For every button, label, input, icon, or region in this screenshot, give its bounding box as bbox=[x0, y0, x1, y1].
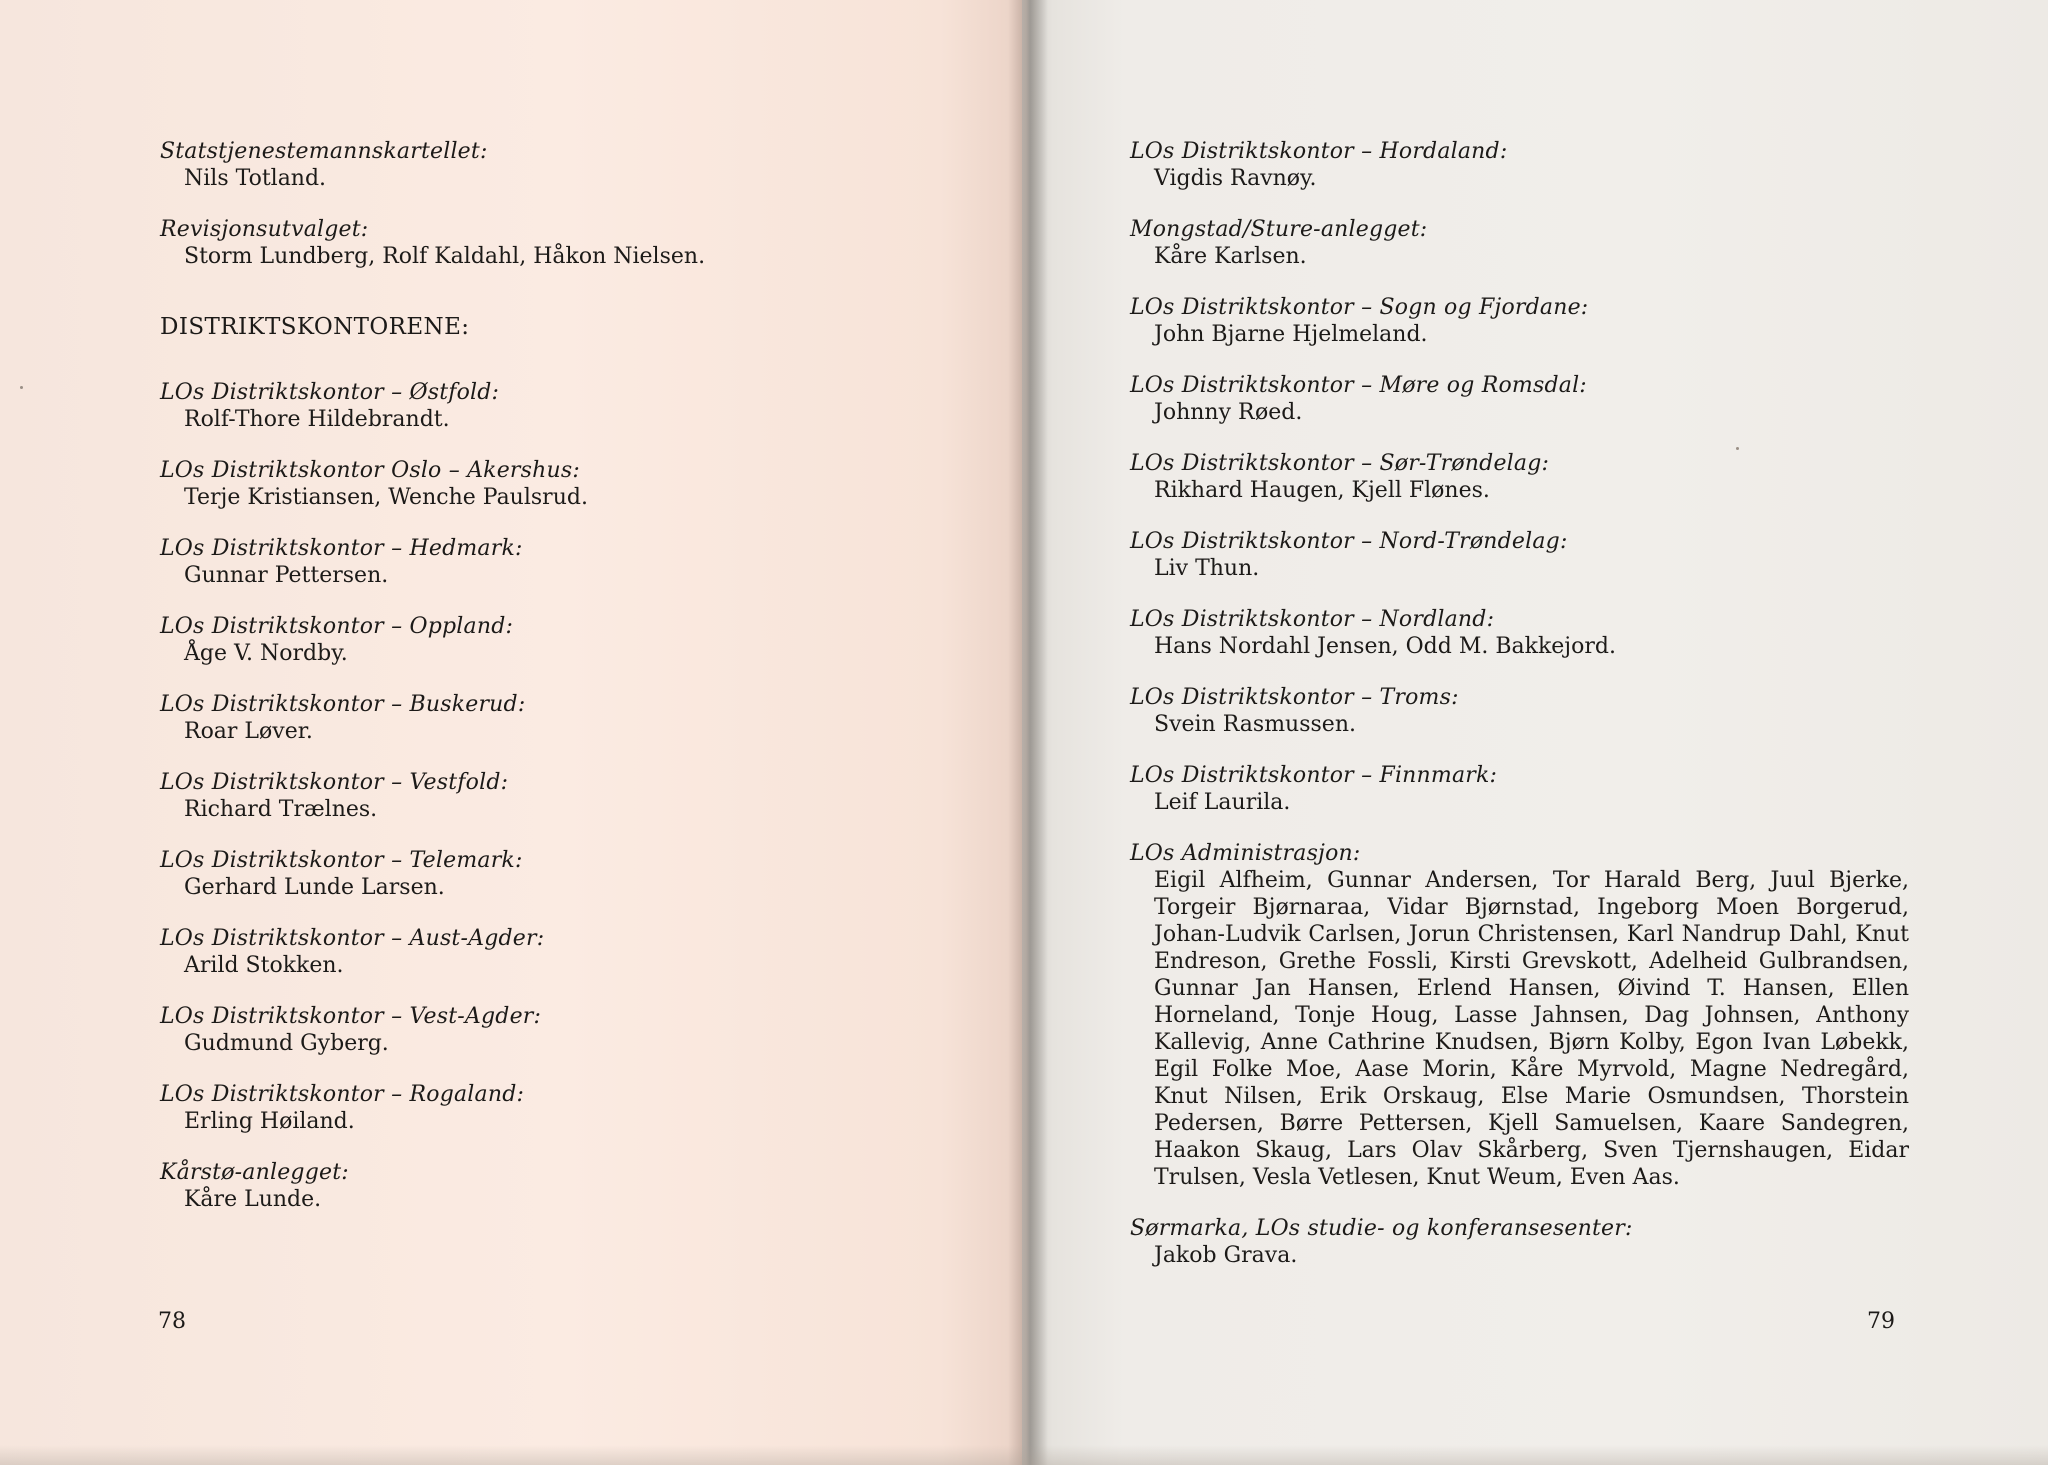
entry-label: LOs Distriktskontor – Sogn og Fjordane: bbox=[1130, 295, 1589, 320]
entry-names: Storm Lundberg, Rolf Kaldahl, Håkon Nielsen. bbox=[184, 244, 706, 269]
entry-label: LOs Distriktskontor – Buskerud: bbox=[160, 692, 526, 717]
entry-nord-trondelag bbox=[1130, 528, 1930, 582]
entry-label: LOs Distriktskontor – Oppland: bbox=[160, 614, 514, 639]
right-page bbox=[1022, 0, 2048, 1465]
entry-label: LOs Distriktskontor – Sør-Trøndelag: bbox=[1130, 451, 1550, 476]
entry-names: Gudmund Gyberg. bbox=[184, 1031, 389, 1056]
entry-more-og-romsdal bbox=[1130, 372, 1930, 426]
page-number: 78 bbox=[158, 1309, 186, 1334]
entry-label: LOs Distriktskontor – Vestfold: bbox=[160, 770, 509, 795]
entry-buskerud bbox=[160, 691, 940, 745]
entry-names: Rolf-Thore Hildebrandt. bbox=[184, 407, 450, 432]
entry-names: Gerhard Lunde Larsen. bbox=[184, 875, 445, 900]
entry-statstjenestemannskartellet bbox=[160, 138, 940, 192]
entry-label: LOs Distriktskontor – Hordaland: bbox=[1130, 139, 1508, 164]
entry-sogn-og-fjordane bbox=[1130, 294, 1930, 348]
entry-label: Revisjonsutvalget: bbox=[160, 217, 369, 242]
entry-label: LOs Administrasjon: bbox=[1130, 841, 1361, 866]
entry-vestfold bbox=[160, 769, 940, 823]
paper-speck bbox=[1736, 447, 1739, 450]
entry-names: Vigdis Ravnøy. bbox=[1154, 166, 1317, 191]
entry-aust-agder bbox=[160, 925, 940, 979]
entry-sor-trondelag bbox=[1130, 450, 1930, 504]
entry-names: Åge V. Nordby. bbox=[184, 641, 348, 666]
entry-names: Liv Thun. bbox=[1154, 556, 1260, 581]
entry-hordaland bbox=[1130, 138, 1930, 192]
entry-names: Gunnar Pettersen. bbox=[184, 563, 389, 588]
entry-nordland bbox=[1130, 606, 1930, 660]
entry-karsto-anlegget bbox=[160, 1159, 940, 1213]
left-column bbox=[160, 138, 940, 1237]
right-column bbox=[1130, 138, 1930, 1293]
entry-label: LOs Distriktskontor – Østfold: bbox=[160, 380, 500, 405]
paper-speck bbox=[20, 386, 23, 389]
entry-label: LOs Distriktskontor – Troms: bbox=[1130, 685, 1459, 710]
entry-administrasjon bbox=[1130, 840, 1930, 1191]
entry-rogaland bbox=[160, 1081, 940, 1135]
entry-label: Statstjenestemannskartellet: bbox=[160, 139, 488, 164]
left-page bbox=[0, 0, 1022, 1465]
entry-names: Erling Høiland. bbox=[184, 1109, 355, 1134]
entry-label: LOs Distriktskontor – Aust-Agder: bbox=[160, 926, 545, 951]
entry-names: Svein Rasmussen. bbox=[1154, 712, 1356, 737]
entry-telemark bbox=[160, 847, 940, 901]
entry-label: LOs Distriktskontor – Finnmark: bbox=[1130, 763, 1498, 788]
entry-oslo-akershus bbox=[160, 457, 940, 511]
entry-names: Arild Stokken. bbox=[184, 953, 344, 978]
entry-label: LOs Distriktskontor – Nordland: bbox=[1130, 607, 1495, 632]
entry-revisjonsutvalget bbox=[160, 216, 940, 270]
entry-mongstad-sture bbox=[1130, 216, 1930, 270]
entry-label: LOs Distriktskontor – Hedmark: bbox=[160, 536, 523, 561]
entry-finnmark bbox=[1130, 762, 1930, 816]
entry-names: John Bjarne Hjelmeland. bbox=[1154, 322, 1428, 347]
entry-sormarka bbox=[1130, 1215, 1930, 1269]
entry-names: Jakob Grava. bbox=[1154, 1243, 1298, 1268]
entry-names: Richard Trælnes. bbox=[184, 797, 378, 822]
entry-names: Nils Totland. bbox=[184, 166, 327, 191]
entry-names-paragraph: Eigil Alfheim, Gunnar Andersen, Tor Harald Berg, Juul Bjerke, Torgeir Bjørnaraa, Vidar Bjørnstad, Ingeborg Moen Borgerud, Johan-Ludvik Carlsen, Jorun Christensen, Karl Nandrup Dahl, Knut Endreson, Grethe Fossli, Kirsti Grevskott, Adelheid Gulbrandsen, Gunnar Jan Hansen, Erlend Hansen, Øivind T. Hansen, Ellen Horneland, Tonje Houg, Lasse Jahnsen, Dag Johnsen, Anthony Kallevig, Anne Cathrine Knudsen, Bjørn Kolby, Egon Ivan Løbekk, Egil Folke Moe, Aase Morin, Kåre Myrvold, Magne Nedregård, Knut Nilsen, Erik Orskaug, Else Marie Osmundsen, Thorstein Pedersen, Børre Pettersen, Kjell Samuelsen, Kaare Sandegren, Haakon Skaug, Lars Olav Skårberg, Sven Tjernshaugen, Eidar Trulsen, Vesla Vetlesen, Knut Weum, Even Aas. bbox=[1154, 868, 1909, 1190]
entry-label: LOs Distriktskontor Oslo – Akershus: bbox=[160, 458, 580, 483]
entry-names: Leif Laurila. bbox=[1154, 790, 1291, 815]
entry-names: Johnny Røed. bbox=[1154, 400, 1303, 425]
entry-label: Kårstø-anlegget: bbox=[160, 1160, 349, 1185]
entry-label: Mongstad/Sture-anlegget: bbox=[1130, 217, 1428, 242]
entry-ostfold bbox=[160, 379, 940, 433]
entry-names: Kåre Karlsen. bbox=[1154, 244, 1307, 269]
entry-label: Sørmarka, LOs studie- og konferansesenter: bbox=[1130, 1216, 1633, 1241]
entry-oppland bbox=[160, 613, 940, 667]
entry-names: Hans Nordahl Jensen, Odd M. Bakkejord. bbox=[1154, 634, 1616, 659]
entry-names: Kåre Lunde. bbox=[184, 1187, 322, 1212]
entry-troms bbox=[1130, 684, 1930, 738]
entry-hedmark bbox=[160, 535, 940, 589]
entry-label: LOs Distriktskontor – Telemark: bbox=[160, 848, 523, 873]
section-heading: DISTRIKTSKONTORENE: bbox=[160, 314, 470, 340]
entry-label: LOs Distriktskontor – Nord-Trøndelag: bbox=[1130, 529, 1568, 554]
entry-vest-agder bbox=[160, 1003, 940, 1057]
entry-names: Terje Kristiansen, Wenche Paulsrud. bbox=[184, 485, 588, 510]
entry-label: LOs Distriktskontor – Møre og Romsdal: bbox=[1130, 373, 1587, 398]
entry-label: LOs Distriktskontor – Rogaland: bbox=[160, 1082, 525, 1107]
entry-names: Roar Løver. bbox=[184, 719, 313, 744]
entry-names: Rikhard Haugen, Kjell Flønes. bbox=[1154, 478, 1490, 503]
page-number: 79 bbox=[1867, 1309, 1895, 1334]
entry-label: LOs Distriktskontor – Vest-Agder: bbox=[160, 1004, 542, 1029]
